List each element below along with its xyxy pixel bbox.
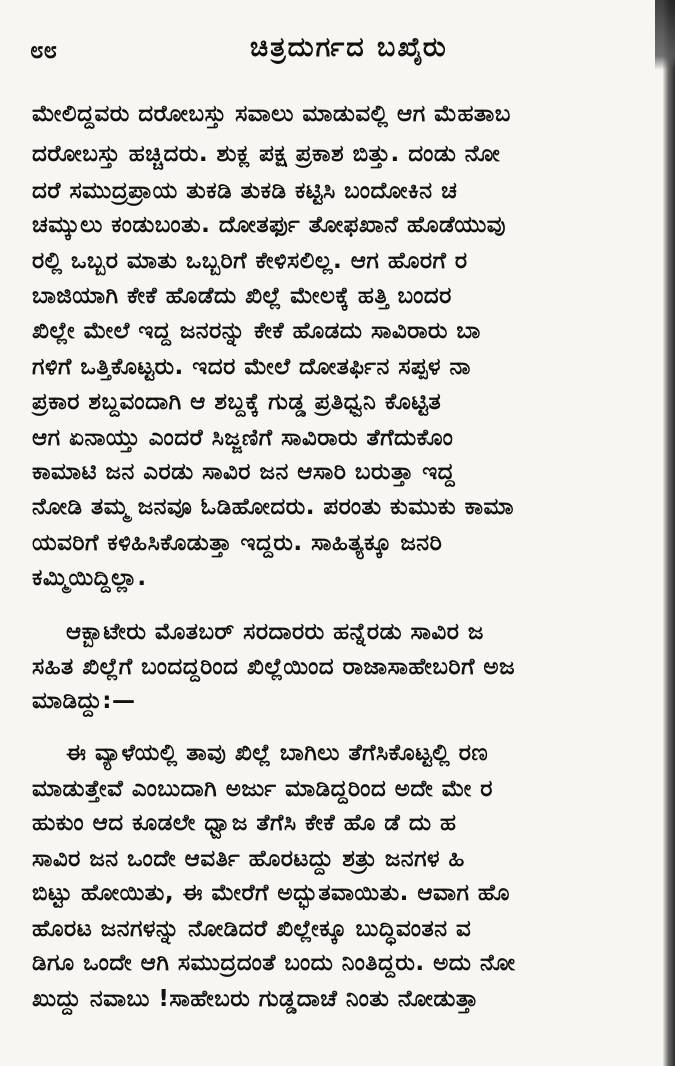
text-line: ಸಾವಿರ ಜನ ಒಂದೇ ಆವರ್ತಿ ಹೊರಟದ್ದು ಶತ್ರು ಜನಗಳ ಹಿ [32, 846, 465, 872]
text-line: ಪ್ರಕಾರ ಶಬ್ದವಂದಾಗಿ ಆ ಶಬ್ದಕ್ಕೆ ಗುಡ್ಡ ಪ್ರತಿಧ್ವನಿ ಕೊಟ್ಟಿತ [32, 389, 442, 415]
text-line: ಕಮ್ಮಿಯಿದ್ದಿಲ್ಲಾ. [32, 565, 147, 591]
text-line: ಹುಕುಂ ಆದ ಕೂಡಲೇ ಧ್ವಾಜ ತೆಗೆಸಿ ಕೇಕೆ ಹೊ ಡೆ ದು ಹ [32, 810, 457, 836]
text-line: ಹೊರಟ ಜನಗಳನ್ನು ನೋಡಿದರೆ ಖಿಲ್ಲೇಕ್ಕೂ ಬುದ್ಧಿವಂತನ ವ [32, 916, 472, 942]
text-line: ದರೋಬಸ್ತು ಹಚ್ಚಿದರು. ಶುಕ್ಲ ಪಕ್ಷ ಪ್ರಕಾಶ ಬಿತ್ತು. ದಂಡು ನೋ [32, 141, 501, 167]
text-line: ಮಾಡುತ್ತೇವೆ ಎಂಬುದಾಗಿ ಅರ್ಜು ಮಾಡಿದ್ದರಿಂದ ಅದೇ ಮೇ ರ [32, 776, 493, 802]
text-line: ಸಹಿತ ಖಿಲ್ಲೆಗೆ ಬಂದದ್ದರಿಂದ ಖಿಲ್ಲೆಯಿಂದ ರಾಜಾಸಾಹೇಬರಿಗೆ ಅಜ [32, 654, 516, 680]
text-line: ಗಳಿಗೆ ಒತ್ತಿಕೊಟ್ಟರು. ಇದರ ಮೇಲೆ ದೋತರ್ಫಿನ ಸಪ್ಪಳ ನಾ [32, 354, 471, 380]
text-line: ಕಾಮಾಟಿ ಜನ ಎರಡು ಸಾವಿರ ಜನ ಆಸಾರಿ ಬರುತ್ತಾ ಇದ್ದ [32, 459, 456, 485]
text-line: ಮೇಲಿದ್ದವರು ದರೋಬಸ್ತು ಸವಾಲು ಮಾಡುವಲ್ಲಿ ಆಗ ಮೆಹತಾಬ [32, 101, 511, 127]
text-line: ಖಿಲ್ಲೇ ಮೇಲೆ ಇದ್ದ ಜನರನ್ನು ಕೇಕೆ ಹೊಡದು ಸಾವಿರಾರು ಬಾ [32, 318, 481, 344]
page-header [0, 30, 675, 74]
text-line: ದರೆ ಸಮುದ್ರಪ್ರಾಯ ತುಕಡಿ ತುಕಡಿ ಕಟ್ಟಿಸಿ ಬಂದೋಕಿನ ಚ [32, 178, 458, 204]
text-line: ನೋಡಿ ತಮ್ಮ ಜನವೂ ಓಡಿಹೋದರು. ಪರಂತು ಕುಮುಕು ಕಾಮಾ [32, 494, 515, 520]
page-binding-edge [663, 0, 675, 1066]
text-line: ಯವರಿಗೆ ಕಳಿಹಿಸಿಕೊಡುತ್ತಾ ಇದ್ದರು. ಸಾಹಿತ್ಯಕ್ಕೂ ಜನರಿ [32, 530, 443, 556]
text-line: ಬಾಜಿಯಾಗಿ ಕೇಕೆ ಹೊಡೆದು ಖಿಲ್ಲೆ ಮೇಲಕ್ಕೆ ಹತ್ತಿ ಬಂದರ [32, 283, 452, 309]
text-line: ರಲ್ಲಿ ಒಬ್ಬರ ಮಾತು ಒಬ್ಬರಿಗೆ ಕೇಳಿಸಲಿಲ್ಲ. ಆಗ ಹೊರಗೆ ರ [32, 248, 468, 274]
text-line: ಡಿಗೂ ಒಂದೇ ಆಗಿ ಸಮುದ್ರದಂತೆ ಬಂದು ನಿಂತಿದ್ದರು. ಅದು ನೋ [32, 950, 516, 976]
running-title: ಚಿತ್ರದುರ್ಗದ ಬಖೈರು [250, 32, 448, 63]
page-number: ೮೮ [30, 36, 57, 64]
text-line: ಖುದ್ದು ನವಾಬು !ಸಾಹೇಬರು ಗುಡ್ಡದಾಚೆ ನಿಂತು ನೋಡುತ್ತಾ [32, 986, 479, 1012]
text-line: ಚಮ್ಕುಲು ಕಂಡುಬಂತು. ದೋತರ್ಫು ತೋಫಖಾನೆ ಹೊಡೆಯುವು [32, 212, 507, 238]
text-line: ಆಕ್ಬಾಟೇರು ಮೊತಬರ್ ಸರದಾರರು ಹನ್ನೆರಡು ಸಾವಿರ ಜ [32, 619, 484, 645]
text-line: ಬಿಟ್ಟು ಹೋಯಿತು, ಈ ಮೇರೆಗೆ ಅದ್ಭುತವಾಯಿತು. ಆವಾಗ ಹೊ [32, 880, 510, 906]
page-binding-shadow [655, 0, 675, 70]
text-line: ಮಾಡಿದ್ದು:— [32, 688, 136, 714]
text-line: ಆಗ ಏನಾಯ್ತು ಎಂದರೆ ಸಿಜ್ಜಣಿಗೆ ಸಾವಿರಾರು ತೆಗೆದುಕೊಂ [32, 425, 454, 451]
text-line: ಈ ವ್ಯಾಳೆಯಲ್ಲಿ ತಾವು ಖಿಲ್ಲೆ ಬಾಗಿಲು ತೆಗೆಸಿಕೊಟ್ಟಲ್ಲಿ ರಣ [32, 740, 489, 766]
